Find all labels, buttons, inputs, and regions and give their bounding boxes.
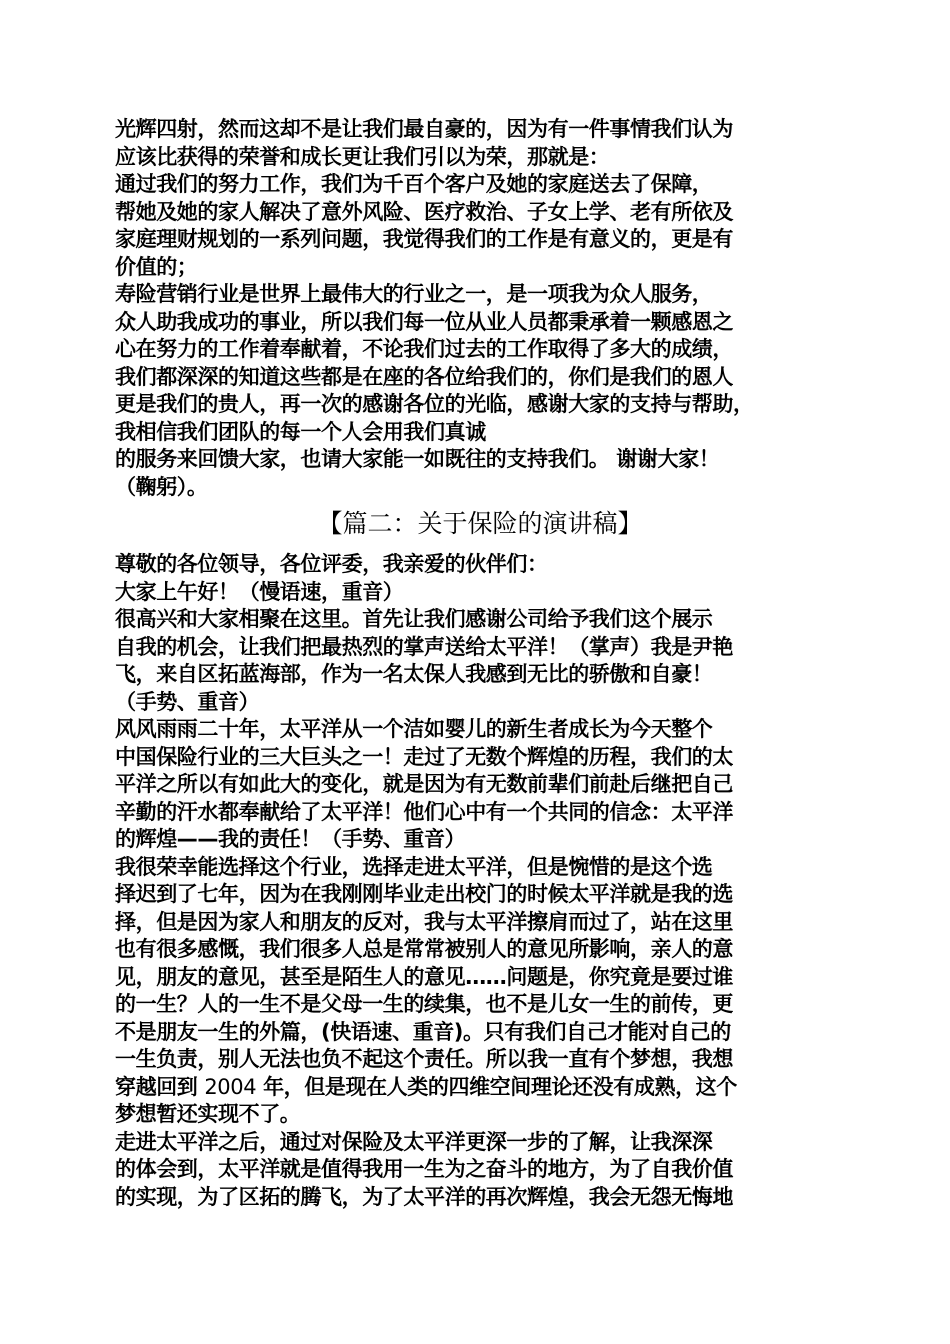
text-line: 寿险营销行业是世界上最伟大的行业之一，是一项我为众人服务，: [115, 282, 713, 306]
text-line: 我很荣幸能选择这个行业，选择走进太平洋，但是惋惜的是这个选: [115, 854, 713, 879]
text-line: 风风雨雨二十年，太平洋从一个洁如婴儿的新生者成长为今天整个: [115, 717, 713, 741]
document-page: [115, 116, 845, 1211]
text-line: 价值的；: [115, 254, 198, 279]
section-two: [115, 551, 845, 1211]
text-line: 通过我们的努力工作，我们为千百个客户及她的家庭送去了保障，: [115, 172, 713, 196]
text-line: 我相信我们团队的每一个人会用我们真诚: [115, 419, 486, 444]
text-line: 应该比获得的荣誉和成长更让我们引以为荣，那就是：: [115, 144, 610, 169]
text-line: 平洋之所以有如此大的变化，就是因为有无数前辈们前赴后继把自己: [115, 772, 733, 796]
text-line: 梦想暂还实现不了。: [115, 1102, 301, 1126]
text-line: 走进太平洋之后，通过对保险及太平洋更深一步的了解，让我深深: [115, 1129, 713, 1154]
text-line: 见，朋友的意见，甚至是陌生人的意见……问题是，你究竟是要过谁: [115, 964, 733, 989]
text-line: （手势、重音）: [115, 689, 260, 714]
text-line: 中国保险行业的三大巨头之一！走过了无数个辉煌的历程，我们的太: [115, 744, 733, 769]
section-title: 【篇二：关于保险的演讲稿】: [317, 509, 643, 538]
text-line: 家庭理财规划的一系列问题，我觉得我们的工作是有意义的，更是有: [115, 227, 733, 251]
text-line: 更是我们的贵人，再一次的感谢各位的光临，感谢大家的支持与帮助，: [115, 392, 754, 416]
text-segment: 穿越回到: [115, 1074, 205, 1099]
year-number: 2004: [204, 1074, 257, 1099]
text-line: 很高兴和大家相聚在这里。首先让我们感谢公司给予我们这个展示: [115, 607, 713, 631]
text-line: 我们都深深的知道这些都是在座的各位给我们的，你们是我们的恩人: [115, 364, 733, 389]
text-line: 自我的机会，让我们把最热烈的掌声送给太平洋！（掌声）我是尹艳: [115, 634, 733, 659]
text-line: 尊敬的各位领导，各位评委，我亲爱的伙伴们：: [115, 552, 548, 576]
text-line: 一生负责，别人无法也负不起这个责任。所以我一直有个梦想，我想: [115, 1047, 733, 1071]
text-line: 辛勤的汗水都奉献给了太平洋！他们心中有一个共同的信念：太平洋: [115, 799, 733, 824]
text-line: 心在努力的工作着奉献着，不论我们过去的工作取得了多大的成绩，: [115, 337, 733, 361]
text-line: 大家上午好！（慢语速，重音）: [115, 579, 404, 604]
text-line: 也有很多感慨，我们很多人总是常常被别人的意见所影响，亲人的意: [115, 937, 733, 961]
text-line: 光辉四射，然而这却不是让我们最自豪的，因为有一件事情我们认为: [115, 117, 733, 141]
text-line: （鞠躬）。: [115, 474, 208, 499]
section-one: [115, 116, 845, 501]
text-line: 择迟到了七年，因为在我刚刚毕业走出校门的时候太平洋就是我的选: [115, 882, 733, 906]
text-segment: 年，但是现在人类的四维空间理论还没有成熟，这个: [256, 1074, 737, 1099]
text-line-with-year: [115, 1074, 845, 1102]
text-line: 众人助我成功的事业，所以我们每一位从业人员都秉承着一颗感恩之: [115, 309, 733, 334]
text-line: 择，但是因为家人和朋友的反对，我与太平洋擦肩而过了，站在这里: [115, 909, 733, 934]
text-line: 的辉煌——我的责任！（手势、重音）: [115, 827, 466, 851]
text-line: 不是朋友一生的外篇，(快语速、重音)。只有我们自己才能对自己的: [115, 1019, 731, 1044]
text-line: 的一生？人的一生不是父母一生的续集，也不是儿女一生的前传，更: [115, 992, 733, 1016]
text-line: 的服务来回馈大家，也请大家能一如既往的支持我们。 谢谢大家！: [115, 447, 720, 471]
text-line: 飞，来自区拓蓝海部，作为一名太保人我感到无比的骄傲和自豪！: [115, 662, 713, 686]
text-line: 的实现，为了区拓的腾飞，为了太平洋的再次辉煌，我会无怨无悔地: [115, 1184, 733, 1209]
text-line: 的体会到，太平洋就是值得我用一生为之奋斗的地方，为了自我价值: [115, 1157, 733, 1181]
text-line: 帮她及她的家人解决了意外风险、医疗救治、子女上学、老有所依及: [115, 199, 733, 224]
